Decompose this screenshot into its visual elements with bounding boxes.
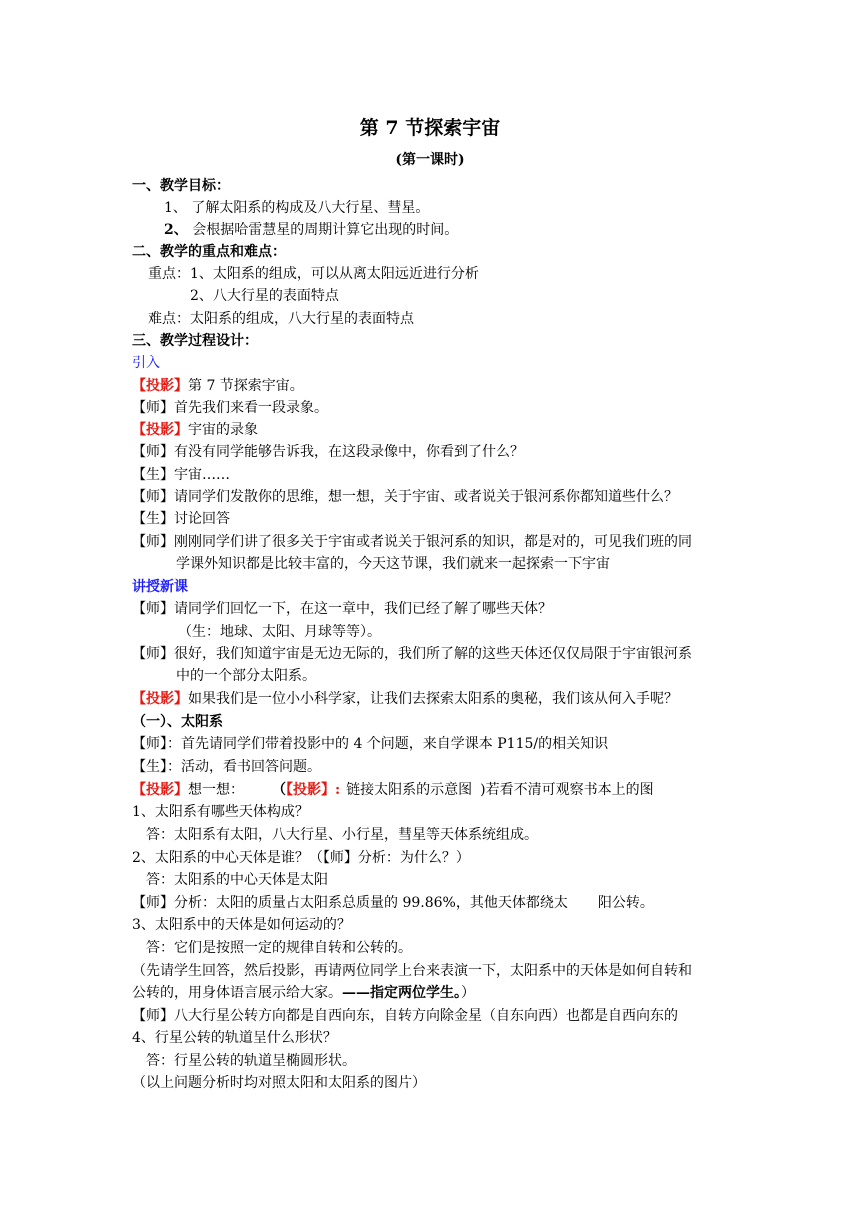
objective-2 <box>164 220 458 240</box>
objective-2-number: 2、 <box>164 222 188 238</box>
question-1: 1、太阳系有哪些天体构成？ <box>132 804 309 820</box>
section-2-heading: 二、教学的重点和难点： <box>132 244 286 260</box>
teacher-tag: 【师】： <box>132 736 181 752</box>
dialogue-line <box>132 689 678 709</box>
question-4: 4、行星公转的轨道呈什么形状？ <box>132 1030 337 1046</box>
dialogue-text: 八大行星公转方向都是自西向东，自转方向除金星（自东向西）也都是自西向东的 <box>174 1008 678 1024</box>
dialogue-text: 刚刚同学们讲了很多关于宇宙或者说关于银河系的知识，都是对的，可见我们班的同 <box>174 534 692 550</box>
dialogue-text: 有没有同学能够告诉我，在这段录像中，你看到了什么？ <box>174 444 524 460</box>
teacher-tag: 【师】 <box>132 646 174 662</box>
dialogue-text: 讨论回答 <box>174 511 230 527</box>
question-2: 2、太阳系的中心天体是谁？（【师】分析：为什么？） <box>132 850 470 866</box>
dialogue-line <box>132 644 692 664</box>
dialogue-text: 如果我们是一位小小科学家，让我们去探索太阳系的奥秘，我们该从何入手呢？ <box>188 691 678 707</box>
dialogue-line <box>132 757 321 777</box>
projection-tag: 【投影】: <box>286 782 341 798</box>
student-tag: 【生】 <box>132 467 174 483</box>
doc-subtitle: (第一课时) <box>395 152 465 168</box>
teacher-tag: 【师】 <box>132 1008 174 1024</box>
teacher-tag: 【师】 <box>132 534 174 550</box>
dialogue-text: 首先请同学们带着投影中的 4 个问题，来自学课本 P115/的相关知识 <box>181 736 609 752</box>
teacher-tag: 【师】 <box>132 601 174 617</box>
objective-1-number: 1、 <box>164 200 187 216</box>
dialogue-text: 活动，看书回答问题。 <box>181 759 321 775</box>
teacher-tag: 【师】 <box>132 895 174 911</box>
answer-1: 答：太阳系有太阳，八大行星、小行星，彗星等天体系统组成。 <box>146 827 538 843</box>
intro-heading: 引入 <box>132 355 160 371</box>
dialogue-text: 宇宙的录象 <box>188 422 258 438</box>
objective-1 <box>164 198 429 218</box>
dialogue-line <box>132 442 524 462</box>
dialogue-line <box>132 398 328 418</box>
note-emphasis: ——指定两位学生。 <box>342 985 461 1001</box>
dialogue-line <box>132 420 258 440</box>
projection-tag: 【投影】 <box>132 422 188 438</box>
dialogue-line <box>132 734 608 754</box>
student-tag: 【生】： <box>132 759 181 775</box>
doc-title: 第 7 节探索宇宙 <box>359 117 501 139</box>
dialogue-line <box>132 487 678 507</box>
answer-2: 答：太阳系的中心天体是太阳 <box>146 872 328 888</box>
student-answer-note: （生：地球、太阳、月球等等）。 <box>178 624 381 640</box>
note-text: 公转的，用身体语言展示给大家。 <box>132 985 342 1001</box>
difficulty-point: 难点：太阳系的组成，八大行星的表面特点 <box>148 311 414 327</box>
think-label: 想一想： <box>188 782 244 798</box>
question-3: 3、太阳系中的天体是如何运动的？ <box>132 917 351 933</box>
dialogue-text: 第 7 节探索宇宙。 <box>188 378 304 394</box>
solar-system-diagram-link[interactable]: 链接太阳系的示意图 <box>346 782 473 798</box>
dialogue-text: 分析：太阳的质量占太阳系总质量的 99.86%，其他天体都绕太 <box>174 895 568 911</box>
dialogue-text: 阳公转。 <box>597 895 654 911</box>
teacher-tag: 【师】 <box>132 400 174 416</box>
dialogue-text: 请同学们发散你的思维，想一想，关于宇宙、或者说关于银河系你都知道些什么？ <box>174 489 678 505</box>
note-text: ） <box>461 985 475 1001</box>
dialogue-line <box>132 1006 678 1026</box>
dialogue-text: 请同学们回忆一下，在这一章中，我们已经了解了哪些天体？ <box>174 601 552 617</box>
teacher-tag: 【师】 <box>132 489 174 505</box>
key-point-2: 2、八大行星的表面特点 <box>190 288 339 304</box>
student-tag: 【生】 <box>132 511 174 527</box>
dialogue-line <box>132 893 654 913</box>
answer-4: 答：行星公转的轨道呈椭圆形状。 <box>146 1053 356 1069</box>
dialogue-line <box>132 465 230 485</box>
section-3-heading: 三、教学过程设计： <box>132 333 258 349</box>
dialogue-line <box>132 532 692 552</box>
objective-1-text: 了解太阳系的构成及八大行星、彗星。 <box>191 200 430 216</box>
new-lesson-heading: 讲授新课 <box>132 579 188 595</box>
note-line: （先请学生回答，然后投影，再请两位同学上台来表演一下，太阳系中的天体是如何自转和 <box>132 963 692 979</box>
dialogue-text: 很好，我们知道宇宙是无边无际的，我们所了解的这些天体还仅仅局限于宇宙银河系 <box>174 646 692 662</box>
section-1-heading: 一、教学目标： <box>132 178 230 194</box>
dialogue-text: 首先我们来看一段录象。 <box>174 400 328 416</box>
projection-tag: 【投影】 <box>132 691 188 707</box>
dialogue-line <box>132 376 304 396</box>
projection-tag: 【投影】 <box>132 782 188 798</box>
objective-2-text: 会根据哈雷慧星的周期计算它出现的时间。 <box>192 222 459 238</box>
dialogue-line <box>132 599 552 619</box>
subsection-solar-system-heading: （一）、太阳系 <box>132 714 223 730</box>
projection-tag: 【投影】 <box>132 378 188 394</box>
dialogue-text: 宇宙…… <box>174 467 230 483</box>
dialogue-line <box>132 509 230 529</box>
note-line: （以上问题分析时均对照太阳和太阳系的图片） <box>132 1075 426 1091</box>
open-paren: （ <box>272 782 286 798</box>
note-line <box>132 983 475 1003</box>
dialogue-continuation: 学课外知识都是比较丰富的，今天这节课，我们就来一起探索一下宇宙 <box>176 556 610 572</box>
dialogue-text: )若看不清可观察书本上的图 <box>480 782 654 798</box>
key-point-1: 重点：1、太阳系的组成，可以从离太阳远近进行分析 <box>148 266 479 282</box>
teacher-tag: 【师】 <box>132 444 174 460</box>
dialogue-line <box>132 780 654 800</box>
answer-3: 答：它们是按照一定的规律自转和公转的。 <box>146 940 412 956</box>
dialogue-continuation: 中的一个部分太阳系。 <box>176 668 316 684</box>
